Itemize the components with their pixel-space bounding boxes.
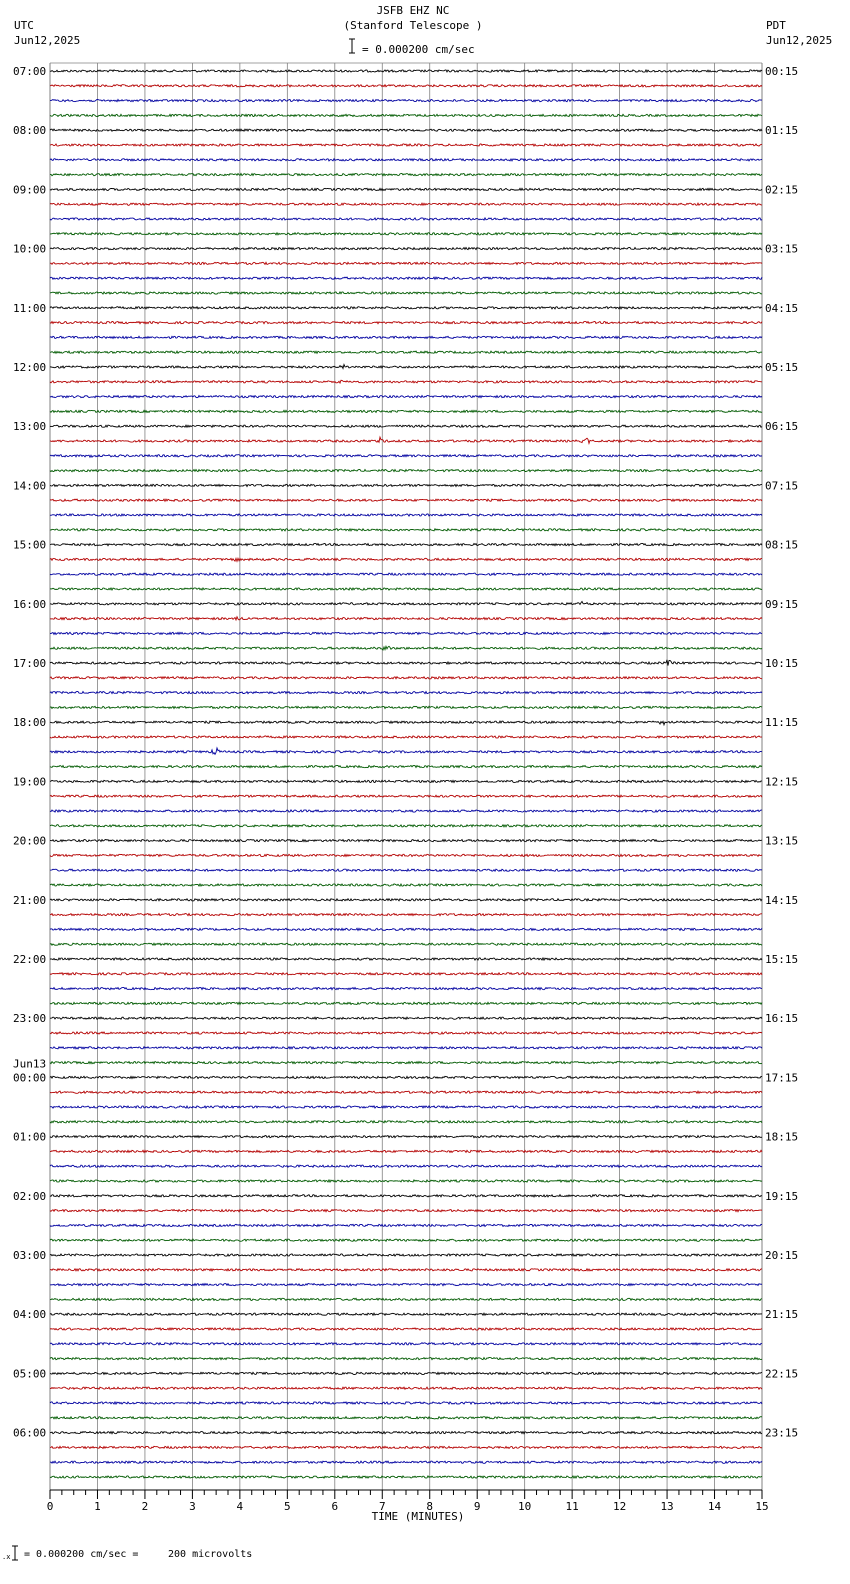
utc-hour-label: 09:00: [13, 183, 47, 197]
trace-15: [50, 292, 762, 294]
trace-43: [50, 706, 762, 708]
trace-2: [50, 100, 762, 102]
pdt-hour-label: 22:15: [765, 1367, 799, 1381]
trace-91: [50, 1417, 762, 1419]
trace-16: [50, 307, 762, 309]
trace-58: [50, 928, 762, 930]
trace-57: [50, 914, 762, 916]
trace-33: [50, 558, 762, 561]
trace-95: [50, 1476, 762, 1478]
trace-75: [50, 1180, 762, 1182]
trace-53: [50, 854, 762, 856]
trace-83: [50, 1298, 762, 1300]
utc-hour-label: 17:00: [13, 657, 47, 670]
utc-hour-label: 10:00: [13, 242, 47, 256]
pdt-hour-label: 12:15: [765, 775, 799, 789]
utc-hour-label: 15:00: [13, 538, 47, 552]
trace-group: [50, 70, 762, 1478]
trace-60: [50, 958, 762, 960]
trace-87: [50, 1358, 762, 1360]
pdt-hour-label: 05:15: [765, 361, 799, 374]
trace-68: [50, 1076, 762, 1078]
trace-47: [50, 766, 762, 768]
utc-hour-label: 02:00: [13, 1189, 47, 1203]
utc-hour-label: 00:00: [13, 1071, 47, 1085]
trace-54: [50, 869, 762, 871]
trace-5: [50, 144, 762, 146]
trace-82: [50, 1284, 762, 1286]
utc-hour-label: 07:00: [13, 65, 47, 78]
pdt-hour-label: 10:15: [765, 657, 799, 670]
trace-30: [50, 514, 762, 516]
x-tick-label: 0: [46, 1500, 54, 1513]
x-tick-label: 12: [612, 1500, 627, 1513]
trace-89: [50, 1387, 762, 1389]
utc-hour-label: 19:00: [13, 775, 47, 789]
pdt-hour-label: 13:15: [765, 834, 799, 848]
trace-66: [50, 1047, 762, 1049]
x-tick-label: 3: [189, 1500, 196, 1513]
trace-81: [50, 1269, 762, 1271]
trace-9: [50, 203, 762, 205]
time-axis: [47, 1490, 769, 1523]
x-tick-label: 15: [755, 1500, 769, 1513]
utc-hour-label: 21:00: [13, 893, 47, 907]
left-timezone-label: UTC: [14, 19, 34, 32]
utc-hour-label: 01:00: [13, 1130, 47, 1144]
trace-80: [50, 1254, 762, 1256]
trace-27: [50, 470, 762, 472]
trace-84: [50, 1313, 762, 1315]
trace-67: [50, 1062, 762, 1064]
trace-35: [50, 588, 762, 590]
trace-6: [50, 159, 762, 161]
pdt-hour-label: 19:15: [765, 1189, 799, 1203]
trace-74: [50, 1165, 762, 1167]
trace-7: [50, 174, 762, 176]
pdt-hour-label: 17:15: [765, 1071, 799, 1085]
trace-28: [50, 484, 762, 486]
trace-39: [50, 646, 762, 650]
pdt-hour-label: 11:15: [765, 716, 799, 730]
trace-17: [50, 322, 762, 324]
utc-hour-label: 13:00: [13, 420, 47, 434]
x-tick-label: 9: [473, 1500, 481, 1513]
pdt-hour-label: 16:15: [765, 1012, 799, 1026]
pdt-hour-label: 08:15: [765, 538, 799, 552]
trace-63: [50, 1002, 762, 1004]
x-tick-label: 1: [94, 1500, 101, 1513]
pdt-hour-label: 03:15: [765, 242, 799, 256]
trace-12: [50, 248, 762, 250]
trace-92: [50, 1432, 762, 1434]
trace-0: [50, 70, 762, 72]
trace-79: [50, 1239, 762, 1241]
trace-70: [50, 1106, 762, 1108]
trace-46: [50, 748, 762, 754]
trace-38: [50, 632, 762, 634]
trace-36: [50, 601, 762, 604]
trace-65: [50, 1032, 762, 1034]
trace-19: [50, 351, 762, 353]
trace-62: [50, 988, 762, 990]
utc-hour-label: 20:00: [13, 834, 47, 848]
utc-hour-label: 04:00: [13, 1308, 47, 1322]
trace-61: [50, 973, 762, 975]
trace-64: [50, 1017, 762, 1019]
right-date-label: Jun12,2025: [766, 34, 833, 47]
trace-76: [50, 1195, 762, 1197]
x-tick-label: 2: [141, 1500, 149, 1513]
trace-40: [50, 660, 762, 666]
pdt-hour-label: 02:15: [765, 183, 799, 197]
pdt-hour-label: 20:15: [765, 1249, 799, 1262]
pdt-hour-label: 15:15: [765, 953, 799, 966]
trace-48: [50, 780, 762, 782]
trace-31: [50, 529, 762, 531]
utc-hour-label: 23:00: [13, 1012, 47, 1026]
trace-22: [50, 396, 762, 398]
trace-42: [50, 692, 762, 694]
trace-52: [50, 840, 762, 842]
utc-hour-label: 18:00: [13, 716, 47, 730]
x-tick-label: 13: [660, 1500, 674, 1513]
utc-hour-label: 14:00: [13, 479, 47, 493]
date-change-label: Jun13: [13, 1057, 47, 1071]
utc-hour-label: 12:00: [13, 361, 47, 374]
utc-hour-label: 08:00: [13, 124, 47, 138]
right-timezone-label: PDT: [766, 19, 786, 32]
pdt-hour-label: 00:15: [765, 65, 799, 78]
trace-8: [50, 188, 762, 190]
x-tick-label: 7: [378, 1500, 386, 1513]
pdt-hour-label: 01:15: [765, 124, 799, 138]
trace-11: [50, 233, 762, 235]
trace-90: [50, 1402, 762, 1404]
trace-26: [50, 455, 762, 458]
trace-3: [50, 114, 762, 116]
trace-88: [50, 1372, 762, 1374]
trace-69: [50, 1091, 762, 1093]
trace-32: [50, 544, 762, 546]
scale-bar-icon: [349, 39, 355, 53]
x-tick-label: 8: [426, 1500, 434, 1513]
utc-hour-label: 05:00: [13, 1367, 47, 1381]
left-date-label: Jun12,2025: [14, 34, 81, 47]
trace-37: [50, 617, 762, 620]
x-tick-label: 11: [565, 1500, 579, 1513]
utc-hour-label: 16:00: [13, 597, 47, 611]
utc-hour-label: 22:00: [13, 953, 47, 966]
trace-73: [50, 1150, 762, 1152]
utc-hour-label: 11:00: [13, 301, 47, 315]
trace-56: [50, 899, 762, 901]
trace-45: [50, 736, 762, 738]
footer-scale-bar-icon: [2, 1546, 18, 1561]
trace-34: [50, 573, 762, 575]
trace-18: [50, 336, 762, 338]
footer-scale-note: = 0.000200 cm/sec =: [24, 1549, 139, 1560]
trace-25: [50, 437, 762, 443]
footer-units-note: 200 microvolts: [168, 1549, 253, 1560]
x-tick-label: 10: [518, 1500, 532, 1513]
trace-93: [50, 1446, 762, 1448]
trace-29: [50, 499, 762, 501]
pdt-hour-label: 06:15: [765, 420, 799, 434]
minute-gridlines: [50, 63, 762, 1490]
trace-49: [50, 795, 762, 797]
trace-50: [50, 810, 762, 812]
trace-4: [50, 129, 762, 131]
x-tick-label: 6: [331, 1500, 339, 1513]
trace-94: [50, 1461, 762, 1463]
trace-44: [50, 721, 762, 725]
x-tick-label: 4: [236, 1500, 244, 1513]
trace-72: [50, 1136, 762, 1138]
pdt-hour-label: 04:15: [765, 301, 799, 315]
trace-78: [50, 1224, 762, 1226]
trace-14: [50, 277, 762, 279]
pdt-hour-label: 23:15: [765, 1426, 799, 1440]
trace-10: [50, 218, 762, 220]
pdt-hour-label: 18:15: [765, 1130, 799, 1144]
pdt-hour-label: 07:15: [765, 479, 799, 493]
x-tick-label: 5: [284, 1500, 291, 1513]
x-axis-label: TIME (MINUTES): [371, 1510, 465, 1523]
trace-71: [50, 1121, 762, 1123]
trace-21: [50, 380, 762, 383]
trace-77: [50, 1210, 762, 1212]
x-tick-label: 14: [707, 1500, 722, 1513]
trace-51: [50, 825, 762, 827]
pdt-hour-label: 09:15: [765, 597, 799, 611]
trace-59: [50, 943, 762, 945]
station-subtitle: (Stanford Telescope ): [343, 19, 483, 32]
trace-20: [50, 365, 762, 369]
trace-13: [50, 262, 762, 264]
utc-hour-label: 03:00: [13, 1249, 47, 1262]
trace-86: [50, 1343, 762, 1345]
svg-text:.x: .x: [2, 1553, 11, 1561]
utc-hour-label: 06:00: [13, 1426, 47, 1440]
pdt-hour-label: 21:15: [765, 1308, 799, 1322]
pdt-hour-label: 14:15: [765, 893, 799, 907]
amplitude-scale-note: = 0.000200 cm/sec: [362, 43, 475, 56]
trace-85: [50, 1328, 762, 1330]
station-title: JSFB EHZ NC: [376, 4, 450, 17]
trace-41: [50, 677, 762, 679]
trace-1: [50, 85, 762, 87]
trace-24: [50, 425, 762, 427]
trace-23: [50, 410, 762, 412]
trace-55: [50, 884, 762, 886]
